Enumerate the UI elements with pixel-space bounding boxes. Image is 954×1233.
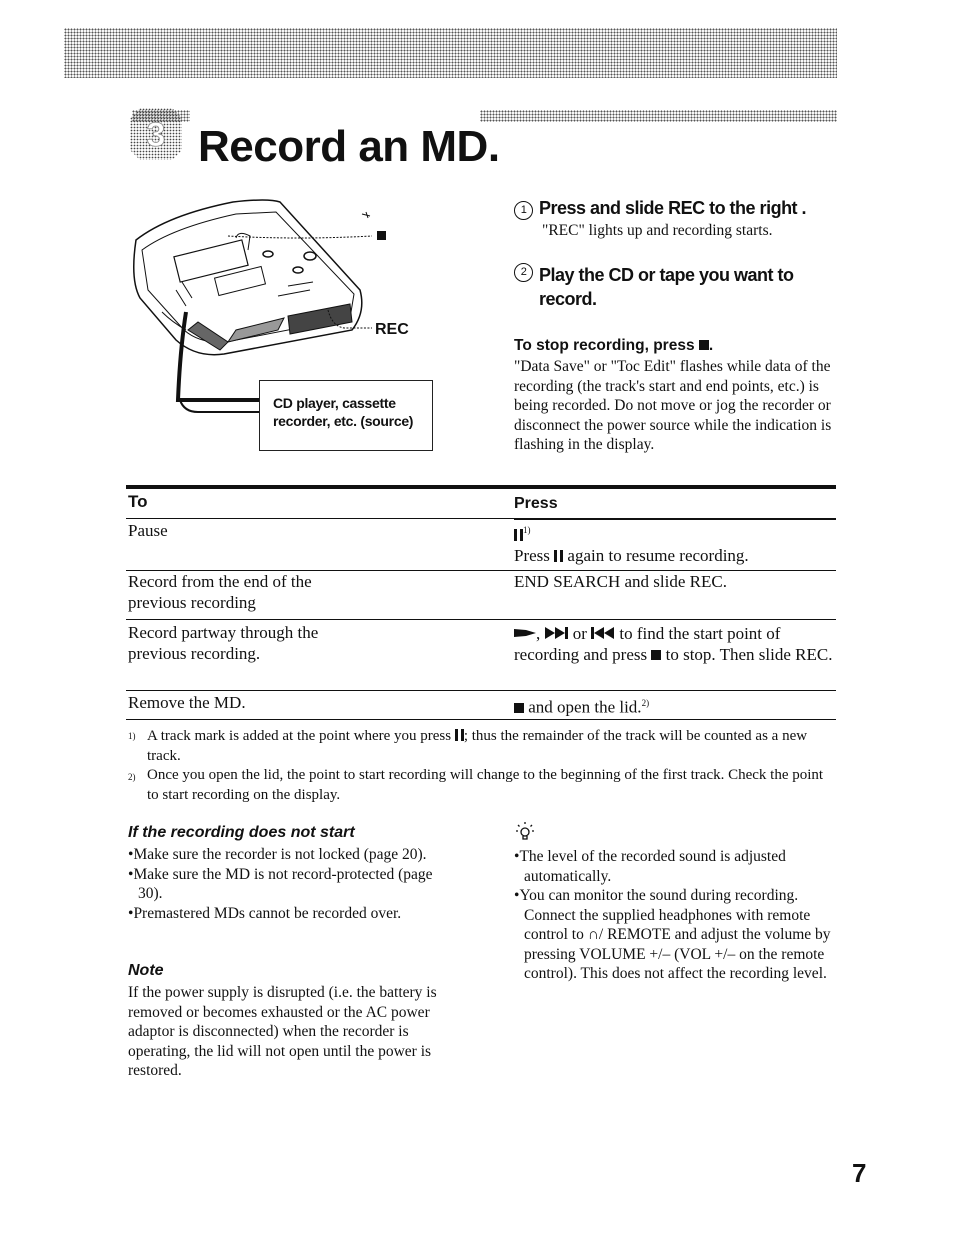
header-dotted-band <box>64 28 837 78</box>
page-number: 7 <box>852 1158 867 1188</box>
list-item: •Make sure the MD is not record-protected (page 30). <box>128 865 433 902</box>
svg-text:3: 3 <box>146 116 166 154</box>
stop-icon <box>514 703 524 713</box>
ams-forward-icon <box>545 627 569 639</box>
table-top-rule <box>126 485 836 489</box>
list-item: •Premastered MDs cannot be recorded over. <box>128 904 402 922</box>
table-row-partway-press: , or to find the start point of recording and press to stop. Then slide REC. <box>514 624 833 664</box>
note-body: If the power supply is disrupted (i.e. the battery is removed or becomes exhausted or the AC power adaptor is disconnected) when the recorder is operating, the lid will not open until the power is restored. <box>128 984 437 1079</box>
rec-label: REC <box>375 321 409 338</box>
pause-icon <box>455 729 464 741</box>
tips-list <box>514 847 836 984</box>
page-title: Record an MD. <box>198 122 500 171</box>
step-1-heading: 1 Press and slide REC to the right . <box>514 198 806 220</box>
if-not-start-list <box>128 845 453 923</box>
pause-icon <box>514 529 523 541</box>
source-label-box: CD player, cassette recorder, etc. (source) <box>259 380 433 451</box>
step-1-body: "REC" lights up and recording starts. <box>542 222 773 239</box>
footnote-1: A track mark is added at the point where you press ; thus the remainder of the track will be counted as a new track. <box>147 728 808 764</box>
stop-icon <box>651 650 661 660</box>
table-row-record-end-to: Record from the end of the previous recording <box>128 572 312 612</box>
col-press-header: Press <box>514 495 558 512</box>
table-row-record-end-press: END SEARCH and slide REC. <box>514 572 727 591</box>
step-badge <box>130 108 182 160</box>
table-row-partway-to: Record partway through the previous recording. <box>128 623 319 663</box>
stop-recording-body: "Data Save" or "Toc Edit" flashes while data of the recording (the track's start and end points, etc.) is being recorded. Do not move or jog the recorder or disconnect the power source while the indication is flashing in the display. <box>514 358 832 453</box>
footnote-1-mark: 1) <box>128 731 136 741</box>
play-icon <box>514 627 536 639</box>
list-item: •Make sure the recorder is not locked (page 20). <box>128 846 427 863</box>
col-to-header: To <box>128 492 148 511</box>
ams-back-icon <box>591 627 615 639</box>
pause-icon <box>554 550 563 562</box>
table-row-remove-to: Remove the MD. <box>128 693 246 712</box>
stop-recording-heading: To stop recording, press . <box>514 337 714 354</box>
list-item: •You can monitor the sound during recording. Connect the supplied headphones with remote control to ∩/ REMOTE and adjust the volume by pressing VOLUME +/– (VOL +/– on the remote control). This does not affect the recording level. <box>514 887 831 982</box>
step-2-heading: 2 Play the CD or tape you want to record. <box>514 263 824 311</box>
table-row-pause-to: Pause <box>128 521 168 540</box>
stop-icon <box>699 340 709 350</box>
list-item: •The level of the recorded sound is adjusted automatically. <box>514 848 786 885</box>
if-not-start-heading: If the recording does not start <box>128 824 355 841</box>
footnote-2-mark: 2) <box>128 772 136 782</box>
table-row-remove-press: and open the lid.$^{2)}$ <box>514 693 649 718</box>
note-heading: Note <box>128 962 164 979</box>
table-row-pause-press: $^{1)}$ Press again to resume recording. <box>514 525 749 565</box>
footnote-2: Once you open the lid, the point to start recording will change to the beginning of the first track. Check the point to start recording on the display. <box>147 767 824 803</box>
tip-lightbulb-icon <box>514 821 536 848</box>
